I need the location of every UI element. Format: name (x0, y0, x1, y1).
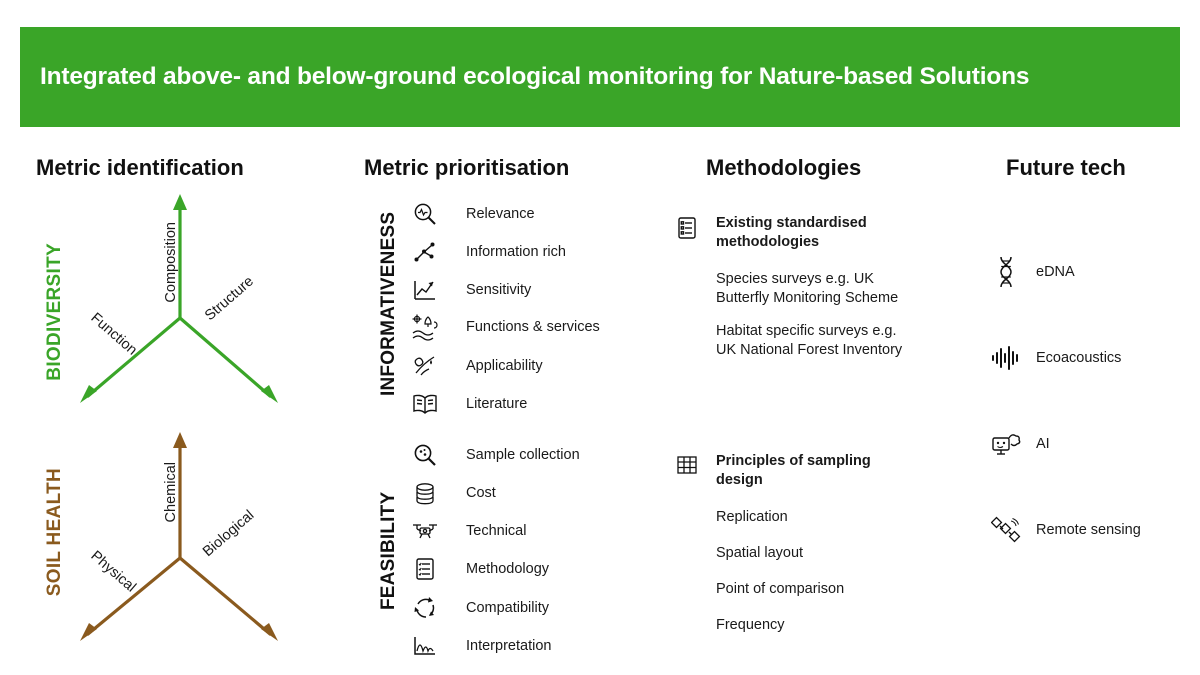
methodology-title: Existing standardised methodologies (716, 215, 867, 250)
biodiversity-tri-arrow-diagram (30, 190, 330, 410)
magnifier-pulse-icon (408, 199, 442, 229)
biodiversity-axis-composition: Composition (163, 222, 179, 303)
methodology-item: Habitat specific surveys e.g. UK National Forest Inventory (716, 323, 903, 359)
metric-row-sample-collection[interactable] (408, 440, 580, 470)
tech-row-ai[interactable] (988, 427, 1050, 461)
informativeness-group-label: INFORMATIVENESS (378, 211, 399, 396)
coins-icon (408, 478, 442, 508)
clipboard-list-icon (672, 214, 702, 241)
open-book-icon (408, 389, 442, 419)
methodology-block-header (672, 214, 972, 251)
network-nodes-icon (408, 237, 442, 267)
metric-label: Methodology (466, 561, 550, 577)
metric-label: Literature (466, 396, 528, 412)
metric-row-literature[interactable] (408, 389, 527, 419)
methodology-item: Frequency (716, 617, 785, 634)
magnifier-sample-icon (408, 440, 442, 470)
metric-row-sensitivity[interactable] (408, 275, 531, 305)
methodology-item: Spatial layout (716, 545, 804, 562)
metric-row-relevance[interactable] (408, 199, 535, 229)
metric-row-information-rich[interactable] (408, 237, 566, 267)
tech-label: AI (1036, 436, 1050, 452)
metric-row-functions-services[interactable] (408, 312, 600, 342)
soil-health-axis-label: SOIL HEALTH (44, 468, 65, 597)
metric-row-cost[interactable] (408, 478, 496, 508)
metric-label: Sample collection (466, 447, 580, 463)
metric-label: Information rich (466, 244, 566, 260)
methodology-item: Species surveys e.g. UK Butterfly Monitoring Scheme (716, 271, 899, 307)
biodiversity-axis-structure: Structure (202, 273, 257, 325)
tech-row-ecoacoustics[interactable] (988, 341, 1121, 375)
column-heading-metric-identification: Metric identification (36, 155, 244, 180)
methodology-item: Replication (716, 509, 788, 526)
drone-icon (408, 516, 442, 546)
soil-health-axis-physical: Physical (87, 548, 139, 596)
soil-health-axis-chemical: Chemical (163, 462, 179, 523)
column-heading-metric-prioritisation: Metric prioritisation (364, 155, 570, 180)
tech-row-edna[interactable] (988, 255, 1075, 289)
methodology-block-existing (672, 214, 972, 361)
metric-row-methodology[interactable] (408, 554, 549, 584)
ecosystem-services-icon (408, 312, 442, 342)
satellite-icon (988, 516, 1024, 544)
tech-label: eDNA (1036, 264, 1075, 280)
methodology-block-header (672, 452, 972, 489)
metric-label: Sensitivity (466, 282, 532, 298)
header-banner (20, 27, 1180, 127)
methodology-item: Point of comparison (716, 581, 845, 598)
metric-label: Functions & services (466, 319, 600, 335)
grid-table-icon (672, 452, 702, 477)
metric-label: Compatibility (466, 600, 549, 616)
metric-label: Applicability (466, 358, 543, 374)
waveform-icon (408, 631, 442, 661)
metric-label: Cost (466, 485, 496, 501)
methodology-title: Principles of sampling design (716, 453, 871, 488)
metric-label: Technical (466, 523, 527, 539)
page-title: Integrated above- and below-ground ecological monitoring for Nature-based Solutions (40, 63, 1030, 90)
recycle-arrows-icon (408, 593, 442, 623)
sound-wave-icon (988, 345, 1024, 371)
column-heading-methodologies: Methodologies (706, 155, 862, 180)
tech-row-remote-sensing[interactable] (988, 513, 1141, 547)
metric-label: Relevance (466, 206, 535, 222)
feasibility-group-label: FEASIBILITY (378, 491, 399, 610)
metric-label: Interpretation (466, 638, 552, 654)
metric-row-technical[interactable] (408, 516, 526, 546)
column-heading-future-tech: Future tech (1006, 155, 1126, 180)
checklist-icon (408, 554, 442, 584)
tech-label: Remote sensing (1036, 522, 1141, 538)
ai-monitor-icon (988, 430, 1024, 458)
line-chart-icon (408, 275, 442, 305)
metric-row-interpretation[interactable] (408, 631, 551, 661)
leaf-drop-icon (408, 351, 442, 381)
methodology-block-sampling-design (672, 452, 972, 636)
soil-health-tri-arrow-diagram (30, 420, 330, 650)
tech-label: Ecoacoustics (1036, 350, 1122, 366)
dna-helix-icon (988, 255, 1024, 289)
biodiversity-axis-label: BIODIVERSITY (44, 243, 65, 381)
metric-row-compatibility[interactable] (408, 593, 549, 623)
metric-row-applicability[interactable] (408, 351, 543, 381)
biodiversity-axis-function: Function (87, 310, 140, 359)
soil-health-axis-biological: Biological (200, 507, 258, 561)
